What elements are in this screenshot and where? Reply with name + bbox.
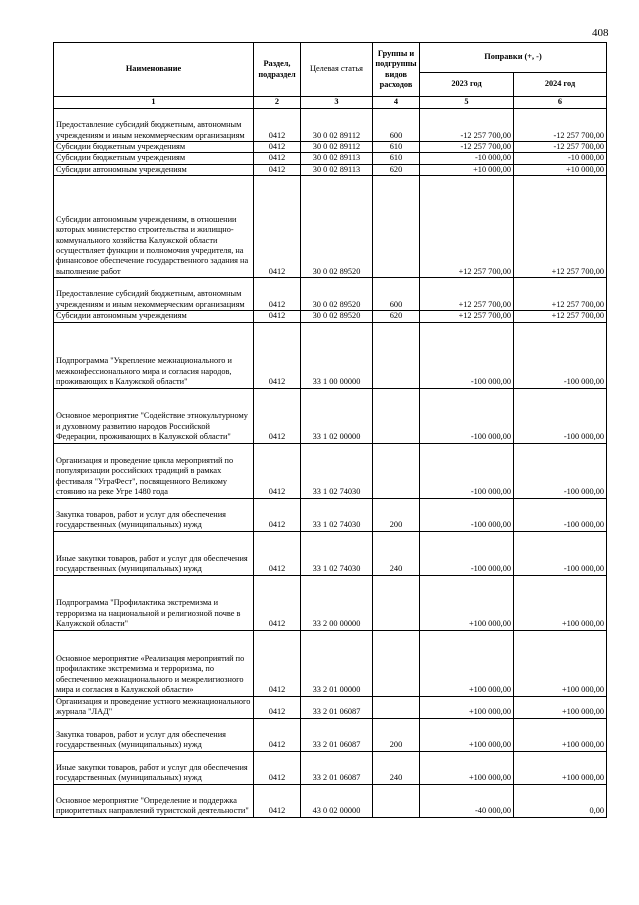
row-name: Предоставление субсидий бюджетным, автономным учреждениям и иным некоммерческим организациям bbox=[54, 278, 254, 311]
row-amount-2024: +10 000,00 bbox=[514, 164, 607, 175]
column-number: 1 bbox=[54, 97, 254, 109]
table-row bbox=[54, 153, 607, 164]
row-target-article: 33 2 01 06087 bbox=[301, 696, 373, 718]
row-section: 0412 bbox=[254, 696, 301, 718]
table-row bbox=[54, 176, 607, 278]
row-amount-2024: +12 257 700,00 bbox=[514, 278, 607, 311]
row-expense-group: 200 bbox=[373, 718, 420, 751]
row-amount-2024: -100 000,00 bbox=[514, 322, 607, 388]
page-number: 408 bbox=[592, 27, 609, 39]
row-amount-2023: +12 257 700,00 bbox=[420, 278, 514, 311]
budget-amendments-table bbox=[53, 42, 607, 818]
row-target-article: 30 0 02 89113 bbox=[301, 164, 373, 175]
row-amount-2024: +100 000,00 bbox=[514, 575, 607, 630]
row-section: 0412 bbox=[254, 784, 301, 817]
row-expense-group bbox=[373, 322, 420, 388]
row-expense-group: 600 bbox=[373, 278, 420, 311]
row-name: Организация и проведение цикла мероприятий по популяризации российских традиций в рамках фестиваля "УграФест", посвященного Великому стоянию на реке Угре 1480 года bbox=[54, 443, 254, 498]
table-row bbox=[54, 164, 607, 175]
column-number: 5 bbox=[420, 97, 514, 109]
row-target-article: 33 2 01 00000 bbox=[301, 630, 373, 696]
row-expense-group: 610 bbox=[373, 153, 420, 164]
row-target-article: 30 0 02 89113 bbox=[301, 153, 373, 164]
table-row bbox=[54, 696, 607, 718]
row-name: Иные закупки товаров, работ и услуг для обеспечения государственных (муниципальных) нужд bbox=[54, 531, 254, 575]
row-section: 0412 bbox=[254, 153, 301, 164]
table-row bbox=[54, 322, 607, 388]
row-target-article: 30 0 02 89520 bbox=[301, 176, 373, 278]
row-name: Основное мероприятие «Реализация мероприятий по профилактике экстремизма и терроризма, по обеспечению межнационального и межрелигиозного мира и согласия в Калужской области» bbox=[54, 630, 254, 696]
table-row bbox=[54, 630, 607, 696]
row-amount-2023: +12 257 700,00 bbox=[420, 176, 514, 278]
row-expense-group bbox=[373, 388, 420, 443]
header-groups: Группы и подгруппы видов расходов bbox=[373, 43, 420, 97]
row-target-article: 30 0 02 89520 bbox=[301, 311, 373, 322]
row-name: Основное мероприятие "Определение и поддержка приоритетных направлений туристской деятельности" bbox=[54, 784, 254, 817]
column-number: 6 bbox=[514, 97, 607, 109]
header-year-2024: 2024 год bbox=[514, 73, 607, 97]
row-expense-group: 620 bbox=[373, 311, 420, 322]
row-section: 0412 bbox=[254, 630, 301, 696]
row-target-article: 33 1 00 00000 bbox=[301, 322, 373, 388]
row-name: Подпрограмма "Укрепление межнационального и межконфессионального мира и согласия народов, проживающих в Калужской области" bbox=[54, 322, 254, 388]
table-row bbox=[54, 784, 607, 817]
row-expense-group bbox=[373, 575, 420, 630]
row-amount-2024: 0,00 bbox=[514, 784, 607, 817]
row-amount-2024: +100 000,00 bbox=[514, 718, 607, 751]
column-number: 3 bbox=[301, 97, 373, 109]
row-section: 0412 bbox=[254, 164, 301, 175]
row-amount-2023: +100 000,00 bbox=[420, 718, 514, 751]
table-row bbox=[54, 751, 607, 784]
table-row bbox=[54, 388, 607, 443]
header-article: Целевая статья bbox=[301, 43, 373, 97]
table-row bbox=[54, 311, 607, 322]
row-section: 0412 bbox=[254, 388, 301, 443]
table-row bbox=[54, 531, 607, 575]
row-amount-2023: +100 000,00 bbox=[420, 751, 514, 784]
row-section: 0412 bbox=[254, 531, 301, 575]
row-amount-2024: +12 257 700,00 bbox=[514, 311, 607, 322]
header-name: Наименование bbox=[54, 43, 254, 97]
row-name: Предоставление субсидий бюджетным, автономным учреждениям и иным некоммерческим организациям bbox=[54, 109, 254, 142]
row-amount-2024: -100 000,00 bbox=[514, 498, 607, 531]
row-amount-2023: +100 000,00 bbox=[420, 630, 514, 696]
header-year-2023: 2023 год bbox=[420, 73, 514, 97]
row-amount-2023: -100 000,00 bbox=[420, 322, 514, 388]
row-amount-2024: -12 257 700,00 bbox=[514, 142, 607, 153]
row-target-article: 33 1 02 74030 bbox=[301, 531, 373, 575]
row-section: 0412 bbox=[254, 718, 301, 751]
row-target-article: 43 0 02 00000 bbox=[301, 784, 373, 817]
row-expense-group: 610 bbox=[373, 142, 420, 153]
table-row bbox=[54, 278, 607, 311]
row-amount-2023: -100 000,00 bbox=[420, 498, 514, 531]
row-section: 0412 bbox=[254, 311, 301, 322]
row-name: Организация и проведение устного межнационального журнала "ЛАД" bbox=[54, 696, 254, 718]
column-number-row bbox=[54, 97, 607, 109]
row-amount-2024: -100 000,00 bbox=[514, 443, 607, 498]
row-target-article: 33 2 01 06087 bbox=[301, 718, 373, 751]
row-section: 0412 bbox=[254, 109, 301, 142]
row-name: Закупка товаров, работ и услуг для обеспечения государственных (муниципальных) нужд bbox=[54, 498, 254, 531]
row-amount-2024: +12 257 700,00 bbox=[514, 176, 607, 278]
row-amount-2023: +100 000,00 bbox=[420, 575, 514, 630]
row-expense-group: 620 bbox=[373, 164, 420, 175]
row-expense-group: 240 bbox=[373, 751, 420, 784]
row-section: 0412 bbox=[254, 443, 301, 498]
row-amount-2024: -12 257 700,00 bbox=[514, 109, 607, 142]
row-name: Подпрограмма "Профилактика экстремизма и терроризма на национальной и религиозной почве в Калужской области" bbox=[54, 575, 254, 630]
column-number: 4 bbox=[373, 97, 420, 109]
row-section: 0412 bbox=[254, 575, 301, 630]
row-name: Закупка товаров, работ и услуг для обеспечения государственных (муниципальных) нужд bbox=[54, 718, 254, 751]
row-section: 0412 bbox=[254, 322, 301, 388]
row-target-article: 30 0 02 89112 bbox=[301, 109, 373, 142]
row-target-article: 33 1 02 74030 bbox=[301, 443, 373, 498]
row-section: 0412 bbox=[254, 142, 301, 153]
header-section: Раздел, подраздел bbox=[254, 43, 301, 97]
row-amount-2023: -100 000,00 bbox=[420, 531, 514, 575]
row-expense-group: 240 bbox=[373, 531, 420, 575]
row-section: 0412 bbox=[254, 278, 301, 311]
row-amount-2023: +100 000,00 bbox=[420, 696, 514, 718]
row-section: 0412 bbox=[254, 176, 301, 278]
row-name: Основное мероприятие "Содействие этнокультурному и духовному развитию народов Российской Федерации, проживающих в Калужской области" bbox=[54, 388, 254, 443]
row-target-article: 30 0 02 89520 bbox=[301, 278, 373, 311]
table-row bbox=[54, 498, 607, 531]
row-amount-2024: -10 000,00 bbox=[514, 153, 607, 164]
row-amount-2024: +100 000,00 bbox=[514, 630, 607, 696]
row-section: 0412 bbox=[254, 498, 301, 531]
row-amount-2024: -100 000,00 bbox=[514, 388, 607, 443]
row-target-article: 33 1 02 74030 bbox=[301, 498, 373, 531]
row-expense-group bbox=[373, 443, 420, 498]
row-amount-2024: +100 000,00 bbox=[514, 696, 607, 718]
row-name: Субсидии автономным учреждениям bbox=[54, 164, 254, 175]
table-row bbox=[54, 443, 607, 498]
row-amount-2023: +12 257 700,00 bbox=[420, 311, 514, 322]
row-expense-group: 600 bbox=[373, 109, 420, 142]
row-name: Субсидии автономным учреждениям, в отношении которых министерство строительства и жилищно-коммунального хозяйства Калужской области осуществляет функции и полномочия учредителя, на финансовое обеспечение государственного задания на выполнение работ bbox=[54, 176, 254, 278]
row-amount-2023: -100 000,00 bbox=[420, 443, 514, 498]
row-amount-2023: -12 257 700,00 bbox=[420, 109, 514, 142]
row-amount-2024: -100 000,00 bbox=[514, 531, 607, 575]
row-target-article: 33 2 01 06087 bbox=[301, 751, 373, 784]
row-name: Субсидии бюджетным учреждениям bbox=[54, 142, 254, 153]
row-amount-2023: +10 000,00 bbox=[420, 164, 514, 175]
row-amount-2023: -40 000,00 bbox=[420, 784, 514, 817]
row-amount-2023: -100 000,00 bbox=[420, 388, 514, 443]
row-target-article: 33 2 00 00000 bbox=[301, 575, 373, 630]
row-target-article: 30 0 02 89112 bbox=[301, 142, 373, 153]
row-expense-group bbox=[373, 784, 420, 817]
header-amendments: Поправки (+, -) bbox=[420, 43, 607, 73]
row-expense-group bbox=[373, 696, 420, 718]
table-row bbox=[54, 142, 607, 153]
table-row bbox=[54, 109, 607, 142]
row-section: 0412 bbox=[254, 751, 301, 784]
row-target-article: 33 1 02 00000 bbox=[301, 388, 373, 443]
column-number: 2 bbox=[254, 97, 301, 109]
table-row bbox=[54, 575, 607, 630]
row-name: Субсидии автономным учреждениям bbox=[54, 311, 254, 322]
table-row bbox=[54, 718, 607, 751]
row-expense-group: 200 bbox=[373, 498, 420, 531]
row-name: Иные закупки товаров, работ и услуг для обеспечения государственных (муниципальных) нужд bbox=[54, 751, 254, 784]
row-amount-2023: -10 000,00 bbox=[420, 153, 514, 164]
row-name: Субсидии бюджетным учреждениям bbox=[54, 153, 254, 164]
row-amount-2023: -12 257 700,00 bbox=[420, 142, 514, 153]
row-expense-group bbox=[373, 176, 420, 278]
row-amount-2024: +100 000,00 bbox=[514, 751, 607, 784]
row-expense-group bbox=[373, 630, 420, 696]
